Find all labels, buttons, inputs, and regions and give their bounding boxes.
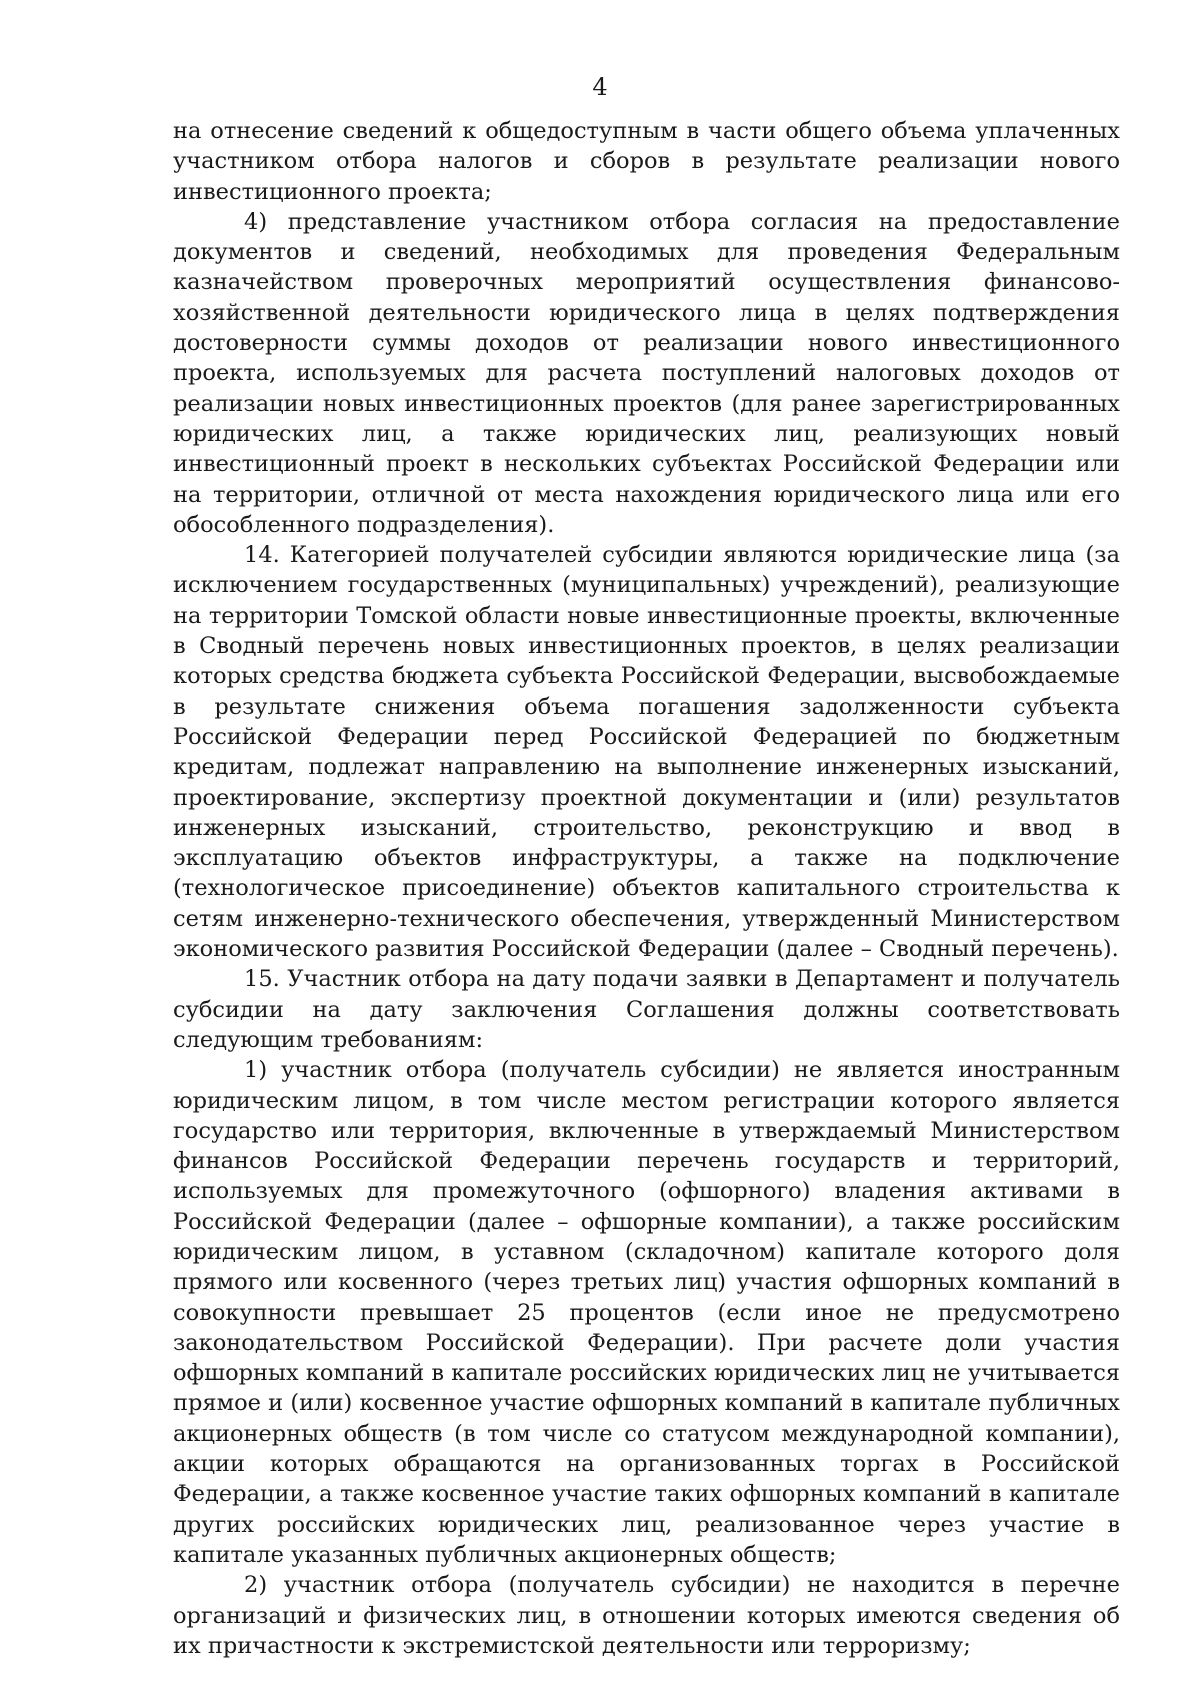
paragraph-requirement-1: 1) участник отбора (получатель субсидии) не является иностранным юридическим лицом, в том числе местом регистрации которого является государство или территория, включенные в утверждаемый Министерством финансов Российской Федерации перечень государств и территорий, используемых для промежуточного (офшорного) владения активами в Российской Федерации (далее – офшорные компании), а также российским юридическим лицом, в уставном (складочном) капитале которого доля прямого или косвенного (через третьих лиц) участия офшорных компаний в совокупности превышает 25 процентов (если иное не предусмотрено законодательством Российской Федерации). При расчете доли участия офшорных компаний в капитале российских юридических лиц не учитывается прямое и (или) косвенное участие офшорных компаний в капитале публичных акционерных обществ (в том числе со статусом международной компании), акции которых обращаются на организованных торгах в Российской Федерации, а также косвенное участие таких офшорных компаний в капитале других российских юридических лиц, реализованное через участие в капитале указанных публичных акционерных обществ;: [173, 1057, 1120, 1568]
paragraph-section-15: 15. Участник отбора на дату подачи заявки в Департамент и получатель субсидии на дату заключения Соглашения должны соответствовать следующим требованиям:: [173, 966, 1120, 1053]
paragraph-continuation: на отнесение сведений к общедоступным в части общего объема уплаченных участником отбора налогов и сборов в результате реализации нового инвестиционного проекта;: [173, 118, 1120, 205]
page-number: 4: [592, 73, 608, 101]
paragraph-item-4: 4) представление участником отбора согласия на предоставление документов и сведений, необходимых для проведения Федеральным казначейством проверочных мероприятий осуществления финансово-хозяйственной деятельности юридического лица в целях подтверждения достоверности суммы доходов от реализации нового инвестиционного проекта, используемых для расчета поступлений налоговых доходов от реализации новых инвестиционных проектов (для ранее зарегистрированных юридических лиц, а также юридических лиц, реализующих новый инвестиционный проект в нескольких субъектах Российской Федерации или на территории, отличной от места нахождения юридического лица или его обособленного подразделения).: [173, 208, 1120, 538]
document-body: [173, 116, 1120, 1661]
paragraph-requirement-2: 2) участник отбора (получатель субсидии) не находится в перечне организаций и физических лиц, в отношении которых имеются сведения об их причастности к экстремистской деятельности или терроризму;: [173, 1572, 1120, 1659]
paragraph-section-14: 14. Категорией получателей субсидии являются юридические лица (за исключением государственных (муниципальных) учреждений), реализующие на территории Томской области новые инвестиционные проекты, включенные в Сводный перечень новых инвестиционных проектов, в целях реализации которых средства бюджета субъекта Российской Федерации, высвобождаемые в результате снижения объема погашения задолженности субъекта Российской Федерации перед Российской Федерацией по бюджетным кредитам, подлежат направлению на выполнение инженерных изысканий, проектирование, экспертизу проектной документации и (или) результатов инженерных изысканий, строительство, реконструкцию и ввод в эксплуатацию объектов инфраструктуры, а также на подключение (технологическое присоединение) объектов капитального строительства к сетям инженерно-технического обеспечения, утвержденный Министерством экономического развития Российской Федерации (далее – Сводный перечень).: [173, 542, 1120, 963]
